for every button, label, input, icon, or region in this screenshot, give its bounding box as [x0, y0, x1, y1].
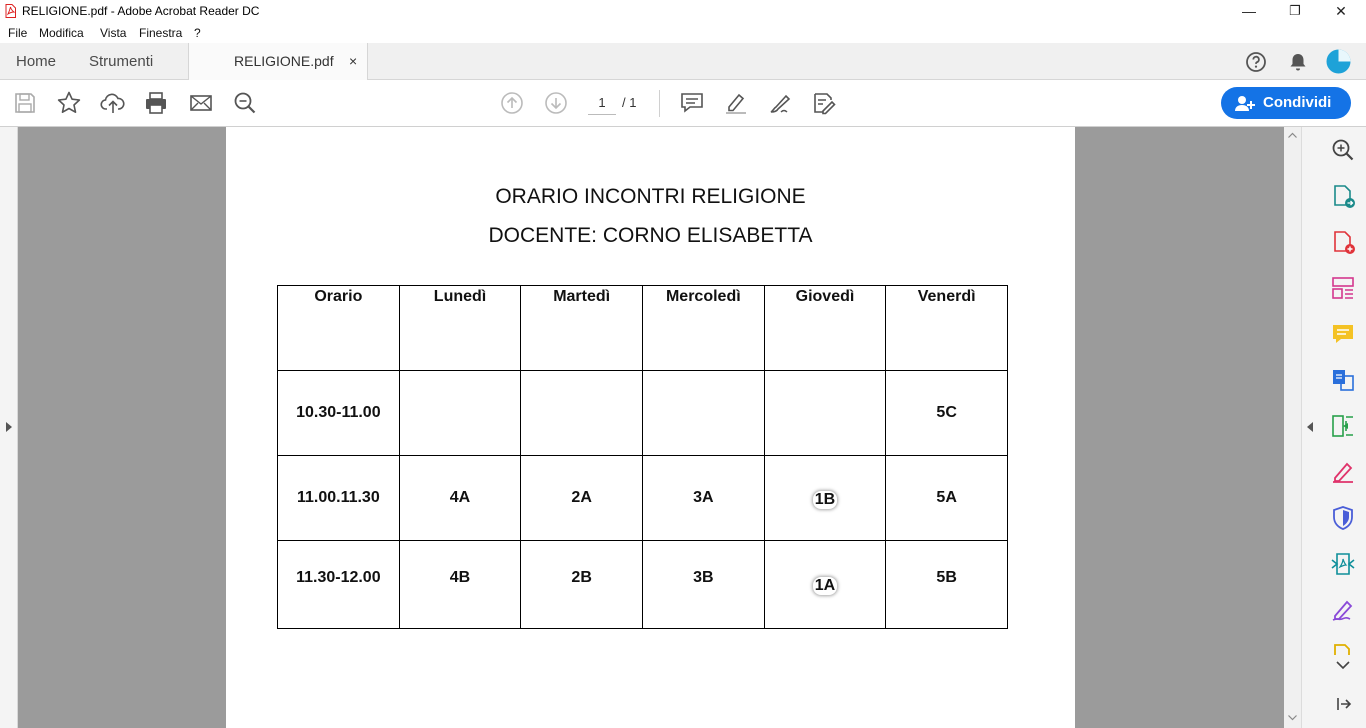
menu-bar — [0, 22, 1366, 43]
right-tools-panel — [1301, 127, 1366, 728]
table-cell: 2B — [521, 541, 643, 629]
scroll-down-icon[interactable] — [1288, 715, 1297, 721]
close-window-button[interactable]: ✕ — [1335, 3, 1347, 19]
expand-left-panel-icon[interactable] — [5, 421, 13, 433]
pdf-app-icon — [5, 4, 16, 18]
comment-icon[interactable] — [679, 90, 705, 116]
tab-home[interactable]: Home — [16, 53, 57, 70]
table-cell — [764, 371, 886, 456]
vertical-scrollbar[interactable] — [1284, 127, 1301, 728]
protect-shield-icon[interactable] — [1330, 505, 1356, 531]
table-cell: 5C — [886, 371, 1008, 456]
header-cell: Martedì — [521, 286, 643, 371]
toolbar-divider — [659, 90, 660, 117]
table-row — [278, 541, 1008, 629]
highlight-pen-icon[interactable] — [723, 90, 749, 116]
document-subtitle: DOCENTE: CORNO ELISABETTA — [488, 224, 813, 247]
page-number-input[interactable]: 1 — [588, 92, 616, 115]
compress-pdf-icon[interactable] — [1330, 413, 1356, 439]
previous-page-icon[interactable] — [499, 90, 525, 116]
close-tab-icon[interactable]: × — [349, 53, 358, 69]
collapse-right-panel-icon[interactable] — [1306, 421, 1314, 433]
table-cell — [764, 541, 886, 629]
account-avatar-icon[interactable] — [1326, 49, 1351, 74]
left-panel-toggle-strip[interactable] — [0, 127, 18, 728]
class-label-bubble: 1A — [814, 576, 836, 594]
notifications-bell-icon[interactable] — [1287, 51, 1309, 73]
table-header-row — [278, 286, 1008, 371]
convert-pdf-icon[interactable] — [1330, 551, 1356, 577]
organize-pages-icon[interactable] — [1330, 275, 1356, 301]
comment-tool-icon[interactable] — [1330, 321, 1356, 347]
window-title: RELIGIONE.pdf - Adobe Acrobat Reader DC — [22, 4, 260, 18]
class-label-bubble: 1B — [814, 491, 836, 508]
restore-button[interactable]: ❐ — [1289, 3, 1301, 18]
table-row — [278, 456, 1008, 541]
tab-document[interactable] — [188, 43, 368, 81]
upload-cloud-icon[interactable] — [100, 90, 126, 116]
table-cell — [521, 371, 643, 456]
menu-help[interactable]: ? — [194, 26, 201, 40]
export-pdf-icon[interactable] — [1330, 183, 1356, 209]
next-page-icon[interactable] — [543, 90, 569, 116]
table-cell — [642, 371, 764, 456]
scroll-tools-down-icon[interactable] — [1336, 660, 1350, 670]
header-cell: Orario — [278, 286, 400, 371]
email-icon[interactable] — [188, 90, 214, 116]
bookmark-star-icon[interactable] — [56, 90, 82, 116]
table-cell: 3A — [642, 456, 764, 541]
save-icon[interactable] — [12, 90, 38, 116]
help-icon[interactable] — [1245, 51, 1267, 73]
create-pdf-icon[interactable] — [1330, 229, 1356, 255]
table-cell: 3B — [642, 541, 764, 629]
header-cell: Giovedì — [764, 286, 886, 371]
fill-and-sign-icon[interactable] — [1330, 459, 1356, 485]
menu-finestra[interactable]: Finestra — [139, 26, 183, 40]
menu-modifica[interactable]: Modifica — [39, 26, 84, 40]
document-title: ORARIO INCONTRI RELIGIONE — [495, 185, 806, 208]
header-cell: Venerdì — [886, 286, 1008, 371]
table-cell — [399, 371, 521, 456]
table-cell — [764, 456, 886, 541]
table-cell: 5A — [886, 456, 1008, 541]
collapse-tools-panel-icon[interactable] — [1336, 696, 1352, 712]
minimize-button[interactable]: — — [1242, 3, 1256, 19]
tab-tools[interactable]: Strumenti — [89, 53, 154, 70]
table-cell: 4A — [399, 456, 521, 541]
tab-document-label: RELIGIONE.pdf — [234, 53, 334, 69]
draw-freehand-icon[interactable] — [767, 90, 793, 116]
share-button[interactable] — [1221, 87, 1351, 119]
table-cell: 4B — [399, 541, 521, 629]
time-cell: 11.00.11.30 — [278, 456, 400, 541]
print-icon[interactable] — [143, 90, 169, 116]
search-zoom-icon[interactable] — [232, 90, 258, 116]
page-total-label: / 1 — [622, 95, 637, 110]
zoom-tool-icon[interactable] — [1330, 137, 1356, 163]
more-tools-icon[interactable] — [1330, 643, 1356, 655]
edit-pdf-icon[interactable] — [1330, 367, 1356, 393]
menu-file[interactable]: File — [8, 26, 28, 40]
schedule-table — [277, 285, 1008, 629]
toolbar — [0, 80, 1366, 127]
scroll-up-icon[interactable] — [1288, 132, 1297, 138]
title-bar — [0, 0, 1366, 22]
request-signature-icon[interactable] — [1330, 597, 1356, 623]
add-user-icon — [1235, 95, 1255, 112]
fill-sign-icon[interactable] — [811, 90, 837, 116]
header-cell: Mercoledì — [642, 286, 764, 371]
time-cell: 10.30-11.00 — [278, 371, 400, 456]
table-row — [278, 371, 1008, 456]
tab-bar — [0, 43, 1366, 80]
table-cell: 5B — [886, 541, 1008, 629]
time-cell: 11.30-12.00 — [278, 541, 400, 629]
table-cell: 2A — [521, 456, 643, 541]
menu-vista[interactable]: Vista — [100, 26, 127, 40]
share-button-label: Condividi — [1263, 94, 1332, 111]
header-cell: Lunedì — [399, 286, 521, 371]
pdf-page — [226, 127, 1075, 728]
